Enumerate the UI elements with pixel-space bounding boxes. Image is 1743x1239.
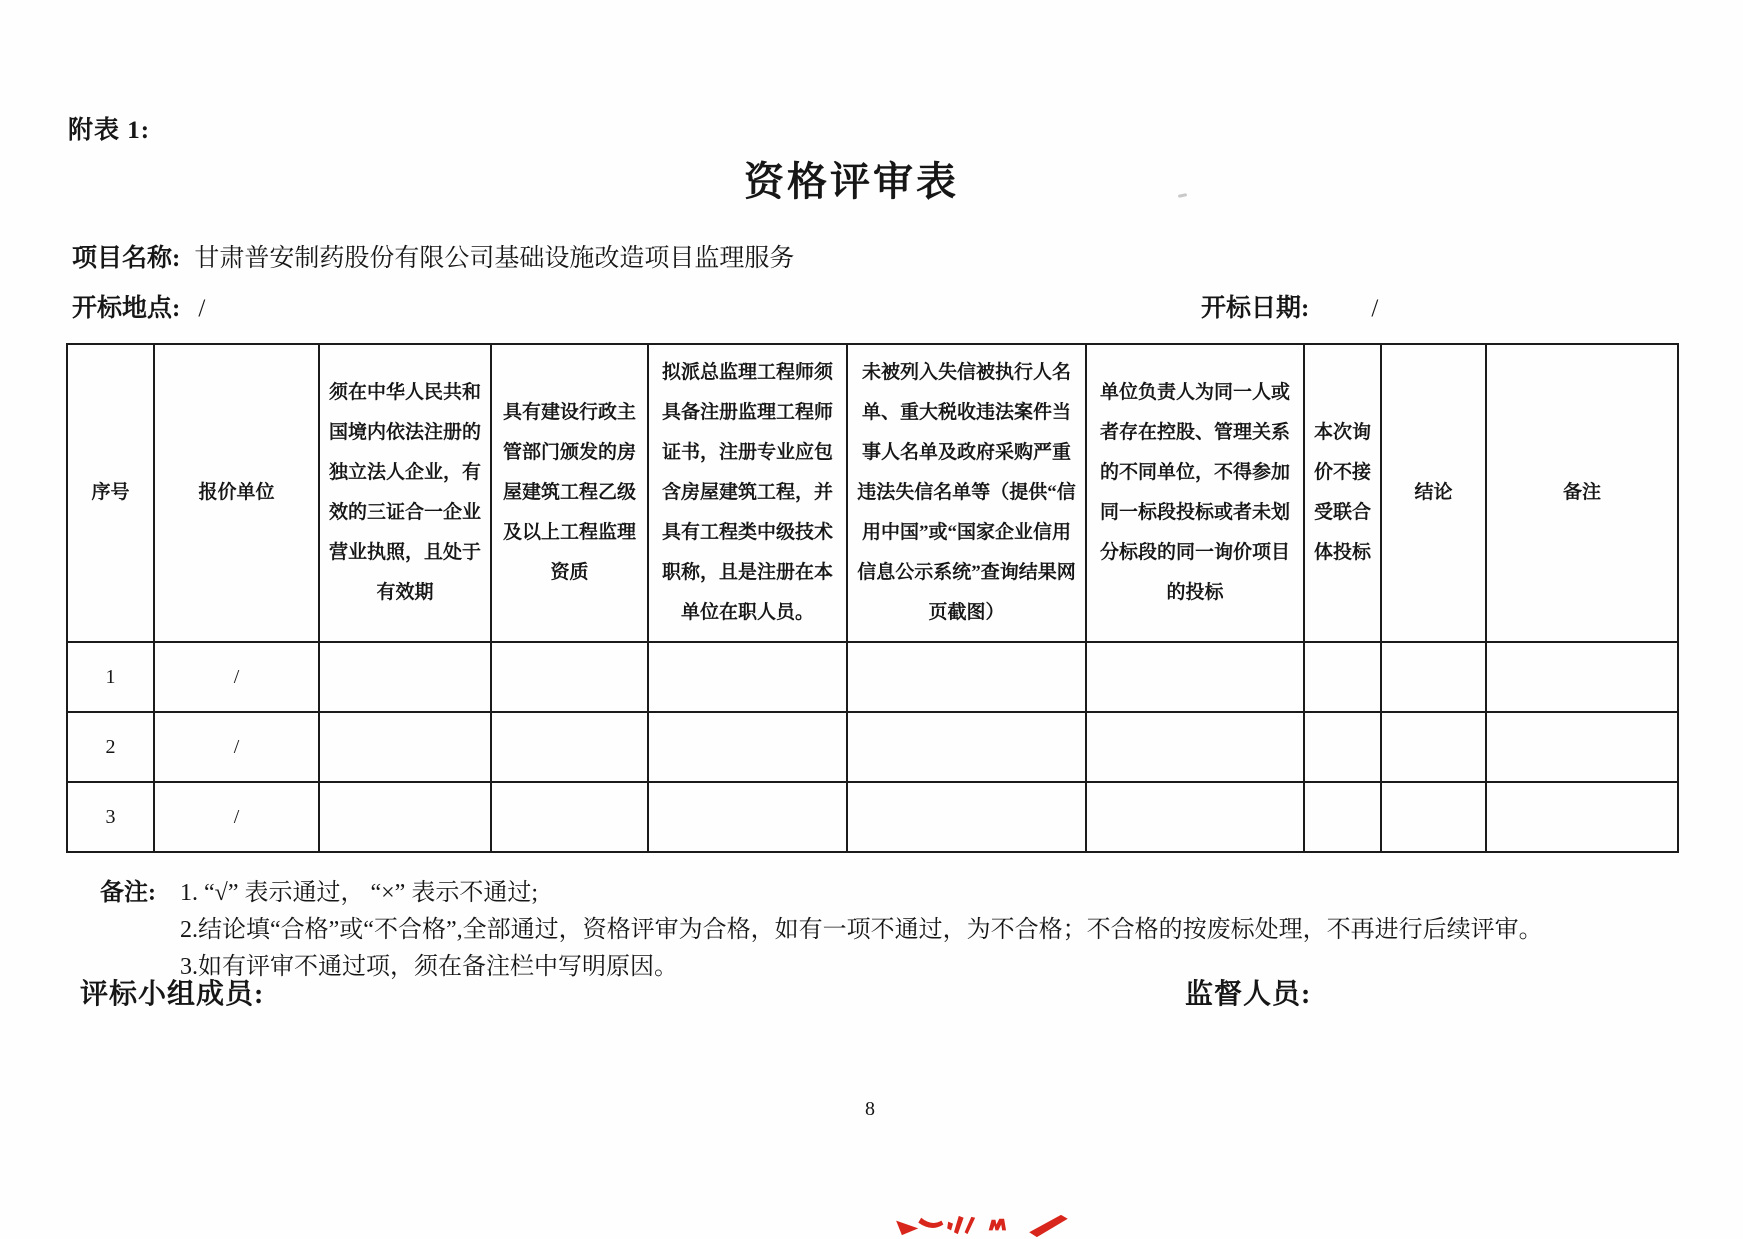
header-no-consortium: 本次询价不接受联合体投标	[1304, 344, 1381, 642]
table-row	[67, 642, 1678, 712]
header-bidder: 报价单位	[154, 344, 319, 642]
note-item: 1. “√” 表示通过， “×” 表示不通过;	[180, 880, 538, 906]
bid-date-line	[1201, 288, 1378, 324]
note-item: 3.如有评审不通过项，须在备注栏中写明原因。	[180, 954, 678, 980]
cell-empty	[648, 642, 847, 712]
cell-serial: 1	[67, 642, 154, 712]
page-title: 资格评审表	[744, 159, 959, 204]
cell-empty	[648, 712, 847, 782]
red-seal-fragment-icon	[885, 1212, 1075, 1239]
project-name-line	[72, 238, 794, 274]
header-chief-engineer: 拟派总监理工程师须具备注册监理工程师证书，注册专业应包含房屋建筑工程，并具有工程类中级技术职称，且是注册在本单位在职人员。	[648, 344, 847, 642]
cell-serial: 3	[67, 782, 154, 852]
cell-empty	[1486, 782, 1678, 852]
project-name-label: 项目名称:	[72, 245, 181, 272]
supervisor-label: 监督人员:	[1185, 979, 1312, 1010]
project-name-value: 甘肃普安制药股份有限公司基础设施改造项目监理服务	[194, 245, 795, 272]
table-row	[67, 782, 1678, 852]
cell-bidder: /	[154, 782, 319, 852]
cell-bidder: /	[154, 642, 319, 712]
cell-empty	[1381, 642, 1486, 712]
bid-location-line	[72, 288, 205, 324]
header-business-license: 须在中华人民共和国境内依法注册的独立法人企业，有效的三证合一企业营业执照，且处于有效期	[319, 344, 491, 642]
cell-empty	[491, 782, 648, 852]
cell-empty	[491, 712, 648, 782]
note-item: 2.结论填“合格”或“不合格”,全部通过，资格评审为合格，如有一项不通过，为不合格；不合格的按废标处理，不再进行后续评审。	[180, 917, 1543, 943]
cell-empty	[648, 782, 847, 852]
cell-empty	[847, 642, 1086, 712]
bid-date-value: /	[1371, 295, 1379, 322]
header-same-controller: 单位负责人为同一人或者存在控股、管理关系的不同单位，不得参加同一标段投标或者未划分标段的同一询价项目的投标	[1086, 344, 1304, 642]
cell-empty	[1086, 642, 1304, 712]
header-remarks: 备注	[1486, 344, 1678, 642]
header-credit-record: 未被列入失信被执行人名单、重大税收违法案件当事人名单及政府采购严重违法失信名单等（提供“信用中国”或“国家企业信用信息公示系统”查询结果网页截图）	[847, 344, 1086, 642]
cell-empty	[1304, 782, 1381, 852]
table-header-row	[67, 344, 1678, 642]
cell-serial: 2	[67, 712, 154, 782]
cell-empty	[1381, 782, 1486, 852]
cell-empty	[319, 712, 491, 782]
cell-empty	[1086, 782, 1304, 852]
qualification-table	[66, 343, 1679, 853]
cell-empty	[319, 782, 491, 852]
cell-empty	[491, 642, 648, 712]
bid-location-value: /	[198, 295, 206, 322]
cell-empty	[1381, 712, 1486, 782]
bid-date-label: 开标日期:	[1201, 295, 1310, 322]
cell-bidder: /	[154, 712, 319, 782]
header-supervision-qualification: 具有建设行政主管部门颁发的房屋建筑工程乙级及以上工程监理资质	[491, 344, 648, 642]
cell-empty	[1304, 712, 1381, 782]
cell-empty	[847, 712, 1086, 782]
evaluation-team-label: 评标小组成员:	[80, 979, 265, 1010]
header-conclusion: 结论	[1381, 344, 1486, 642]
cell-empty	[319, 642, 491, 712]
cell-empty	[1486, 712, 1678, 782]
bid-location-label: 开标地点:	[72, 295, 181, 322]
cell-empty	[1486, 642, 1678, 712]
cell-empty	[1304, 642, 1381, 712]
appendix-label: 附表 1:	[68, 117, 151, 144]
cell-empty	[847, 782, 1086, 852]
header-serial-number: 序号	[67, 344, 154, 642]
cell-empty	[1086, 712, 1304, 782]
notes-label: 备注:	[100, 880, 156, 906]
table-row	[67, 712, 1678, 782]
page-number: 8	[865, 1098, 875, 1120]
